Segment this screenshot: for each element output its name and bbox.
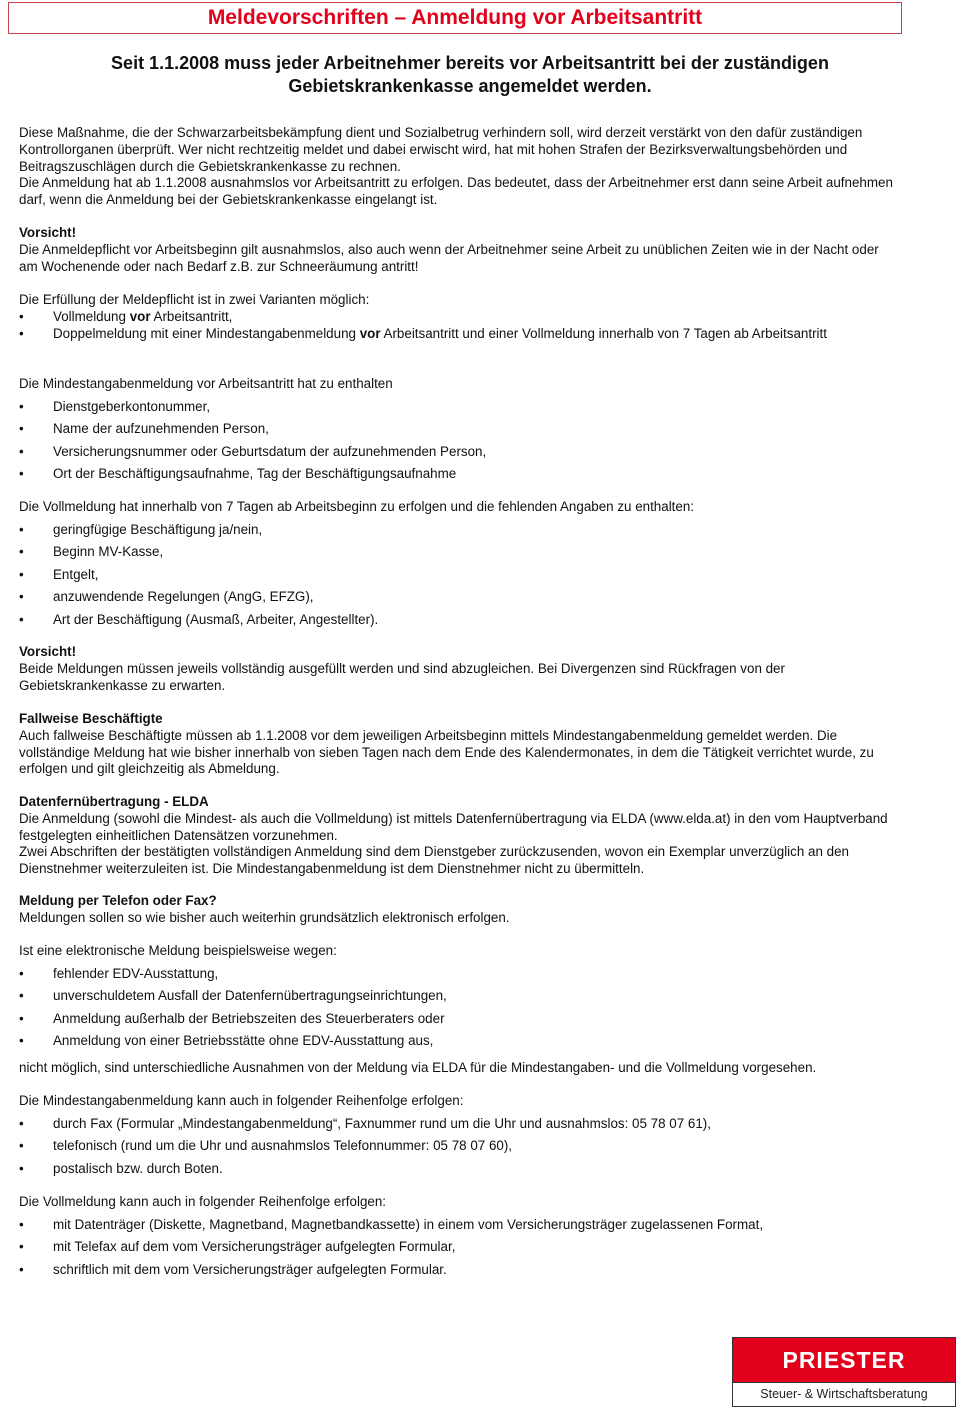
logo-name: PRIESTER bbox=[733, 1338, 955, 1382]
section-text: Auch fallweise Beschäftigte müssen ab 1.1.2008 vor dem jeweiligen Arbeitsbeginn mittels Mindestangabenmeldung gemeldet werden. Die vollständige Meldung hat wie bisher innerhalb von sieben Tagen nach dem Ende des Kalendermonates, in dem die Tätigkeit verrichtet wurde, zu erfolgen und gilt gleichzeitig als Abmeldung. bbox=[19, 727, 874, 777]
list-intro: Die Mindestangabenmeldung vor Arbeitsantritt hat zu enthalten bbox=[19, 376, 393, 391]
bullet-icon: • bbox=[19, 1010, 24, 1026]
title-box bbox=[8, 2, 902, 34]
section-text: Die Anmeldung (sowohl die Mindest- als auch die Vollmeldung) ist mittels Datenfernübertragung via ELDA (www.elda.at) in den vom Hauptverband festgelegten einheitlichen Datensätzen vorzunehmen. bbox=[19, 810, 888, 843]
vorsicht-label: Vorsicht! bbox=[19, 644, 77, 659]
bullet-icon: • bbox=[19, 611, 24, 627]
bullet-icon: • bbox=[19, 1115, 24, 1131]
vorsicht-1 bbox=[19, 225, 899, 275]
fallweise-section bbox=[19, 711, 899, 778]
vorsicht-label: Vorsicht! bbox=[19, 225, 77, 240]
list-item-text: schriftlich mit dem vom Versicherungsträger aufgelegten Formular. bbox=[53, 1261, 447, 1277]
priester-logo bbox=[732, 1337, 956, 1407]
list-section-1 bbox=[19, 499, 899, 634]
document-title: Meldevorschriften – Anmeldung vor Arbeitsantritt bbox=[207, 6, 703, 29]
list-section-3 bbox=[19, 1093, 899, 1183]
bullet-icon: • bbox=[19, 1216, 24, 1232]
bullet-icon: • bbox=[19, 1261, 24, 1277]
bullet-icon: • bbox=[19, 566, 24, 582]
list-item bbox=[19, 421, 899, 444]
nicht-moeglich-text: nicht möglich, sind unterschiedliche Ausnahmen von der Meldung via ELDA für die Mindestangaben- und die Vollmeldung vorgesehen. bbox=[19, 1060, 817, 1075]
list-item-text: fehlender EDV-Ausstattung, bbox=[53, 965, 219, 981]
list-item-text: mit Datenträger (Diskette, Magnetband, Magnetbandkassette) in einem vom Versicherungsträger zugelassenen Format, bbox=[53, 1216, 764, 1232]
bullet-icon: • bbox=[19, 1239, 24, 1255]
list-item bbox=[19, 522, 899, 545]
varianten-section bbox=[19, 292, 899, 342]
list-section-0 bbox=[19, 376, 899, 489]
list-item bbox=[19, 309, 899, 326]
list-item bbox=[19, 466, 899, 489]
bullet-icon: • bbox=[19, 398, 24, 414]
elda-section bbox=[19, 794, 899, 878]
main-heading: Seit 1.1.2008 muss jeder Arbeitnehmer bereits vor Arbeitsantritt bei der zuständigen Gebietskrankenkasse angemeldet werden. bbox=[111, 53, 829, 96]
list-item bbox=[19, 1011, 899, 1034]
list-item bbox=[19, 1138, 899, 1161]
list-item-text: Entgelt, bbox=[53, 566, 99, 582]
list-section-2 bbox=[19, 943, 899, 1056]
item-text: Arbeitsantritt, bbox=[150, 308, 233, 324]
list-item-text: durch Fax (Formular „Mindestangabenmeldung“, Faxnummer rund um die Uhr und ausnahmslos: 05 78 07 61), bbox=[53, 1115, 711, 1131]
logo-tagline: Steuer- & Wirtschaftsberatung bbox=[733, 1382, 955, 1406]
list-intro: Die Mindestangabenmeldung kann auch in folgender Reihenfolge erfolgen: bbox=[19, 1093, 464, 1108]
list-item-text: Versicherungsnummer oder Geburtsdatum der aufzunehmenden Person, bbox=[53, 443, 487, 459]
list-item bbox=[19, 1161, 899, 1184]
list-item-text: Anmeldung außerhalb der Betriebszeiten des Steuerberaters oder bbox=[53, 1010, 445, 1026]
list-item-text: telefonisch (rund um die Uhr und ausnahmslos Telefonnummer: 05 78 07 60), bbox=[53, 1138, 513, 1154]
list-item bbox=[19, 444, 899, 467]
section-heading: Fallweise Beschäftigte bbox=[19, 711, 163, 726]
list-item-text: unverschuldetem Ausfall der Datenfernübertragungseinrichtungen, bbox=[53, 988, 447, 1004]
list-intro: Die Vollmeldung kann auch in folgender Reihenfolge erfolgen: bbox=[19, 1194, 387, 1209]
item-text: Vollmeldung bbox=[53, 308, 130, 324]
bullet-icon: • bbox=[19, 1160, 24, 1176]
intro-paragraph bbox=[19, 125, 899, 209]
list-item bbox=[19, 399, 899, 422]
list-item-text: Ort der Beschäftigungsaufnahme, Tag der Beschäftigungsaufnahme bbox=[53, 466, 457, 482]
list-item bbox=[19, 544, 899, 567]
bullet-icon: • bbox=[19, 1033, 24, 1049]
bullet-icon: • bbox=[19, 544, 24, 560]
bullet-icon: • bbox=[19, 589, 24, 605]
bullet-icon: • bbox=[19, 421, 24, 437]
item-text: Arbeitsantritt und einer Vollmeldung innerhalb von 7 Tagen ab Arbeitsantritt bbox=[380, 325, 827, 341]
list-item-text: postalisch bzw. durch Boten. bbox=[53, 1160, 223, 1176]
list-item bbox=[19, 1033, 899, 1056]
list-item-text: Beginn MV-Kasse, bbox=[53, 544, 164, 560]
bullet-icon: • bbox=[19, 1138, 24, 1154]
list-intro: Die Vollmeldung hat innerhalb von 7 Tagen ab Arbeitsbeginn zu erfolgen und die fehlenden Angaben zu enthalten: bbox=[19, 499, 695, 514]
list-item-text: anzuwendende Regelungen (AngG, EFZG), bbox=[53, 589, 314, 605]
section-heading: Datenfernübertragung - ELDA bbox=[19, 794, 209, 809]
list-item-text: Dienstgeberkontonummer, bbox=[53, 398, 211, 414]
bullet-icon: • bbox=[19, 466, 24, 482]
varianten-intro: Die Erfüllung der Meldepflicht ist in zwei Varianten möglich: bbox=[19, 292, 370, 307]
bullet-icon: • bbox=[19, 988, 24, 1004]
list-item bbox=[19, 988, 899, 1011]
list-item-text: mit Telefax auf dem vom Versicherungsträger aufgelegten Formular, bbox=[53, 1239, 456, 1255]
list-item bbox=[19, 966, 899, 989]
section-text: Zwei Abschriften der bestätigten vollständigen Anmeldung sind dem Dienstgeber zurückzusenden, wovon ein Exemplar unverzüglich an den Dienstnehmer weiterzuleiten ist. Die Mindestangabenmeldung ist dem Dienstnehmer nicht zu übermitteln. bbox=[19, 844, 849, 877]
list-intro: Ist eine elektronische Meldung beispielsweise wegen: bbox=[19, 943, 337, 958]
vorsicht-2 bbox=[19, 644, 899, 694]
list-item bbox=[19, 326, 899, 343]
list-item bbox=[19, 1239, 899, 1262]
list-item bbox=[19, 612, 899, 635]
bullet-icon: • bbox=[19, 443, 24, 459]
list-item bbox=[19, 589, 899, 612]
list-item-text: Anmeldung von einer Betriebsstätte ohne EDV-Ausstattung aus, bbox=[53, 1033, 434, 1049]
list-item bbox=[19, 1116, 899, 1139]
intro-text-2: Die Anmeldung hat ab 1.1.2008 ausnahmslos vor Arbeitsantritt zu erfolgen. Das bedeutet, dass der Arbeitnehmer erst dann seine Arbeit aufnehmen darf, wenn die Anmeldung bei der Gebietskrankenkasse eingelangt ist. bbox=[19, 175, 893, 208]
bullet-icon: • bbox=[19, 521, 24, 537]
list-item bbox=[19, 1262, 899, 1285]
list-item bbox=[19, 1217, 899, 1240]
section-heading: Meldung per Telefon oder Fax? bbox=[19, 893, 217, 908]
bullet-icon: • bbox=[19, 325, 24, 341]
vorsicht-text: Beide Meldungen müssen jeweils vollständig ausgefüllt werden und sind abzugleichen. Bei Divergenzen sind Rückfragen von der Gebietskrankenkasse zu erwarten. bbox=[19, 660, 785, 693]
intro-text: Diese Maßnahme, die der Schwarzarbeitsbekämpfung dient und Sozialbetrug verhindern soll, wird derzeit verstärkt von den dafür zuständigen Kontrollorganen überprüft. Wer nicht rechtzeitig meldet und dabei erwischt wird, hat mit hohen Strafen der Bezirksverwaltungsbehörden und Beitragszuschlägen durch die Gebietskrankenkasse zu rechnen. bbox=[19, 125, 863, 174]
bullet-icon: • bbox=[19, 308, 24, 324]
list-item-text: geringfügige Beschäftigung ja/nein, bbox=[53, 521, 263, 537]
list-item bbox=[19, 567, 899, 590]
item-bold: vor bbox=[359, 325, 381, 341]
vorsicht-text: Die Anmeldepflicht vor Arbeitsbeginn gilt ausnahmslos, also auch wenn der Arbeitnehmer seine Arbeit zu unüblichen Zeiten wie in der Nacht oder am Wochenende oder nach Bedarf z.B. zur Schneeräumung antritt! bbox=[19, 241, 879, 274]
telefon-section bbox=[19, 893, 899, 927]
section-text: Meldungen sollen so wie bisher auch weiterhin grundsätzlich elektronisch erfolgen. bbox=[19, 909, 510, 925]
item-bold: vor bbox=[129, 308, 151, 324]
bullet-icon: • bbox=[19, 965, 24, 981]
list-section-4 bbox=[19, 1194, 899, 1284]
list-item-text: Art der Beschäftigung (Ausmaß, Arbeiter, Angestellter). bbox=[53, 611, 379, 627]
item-text: Doppelmeldung mit einer Mindestangabenmeldung bbox=[53, 325, 360, 341]
list-item-text: Name der aufzunehmenden Person, bbox=[53, 421, 269, 437]
